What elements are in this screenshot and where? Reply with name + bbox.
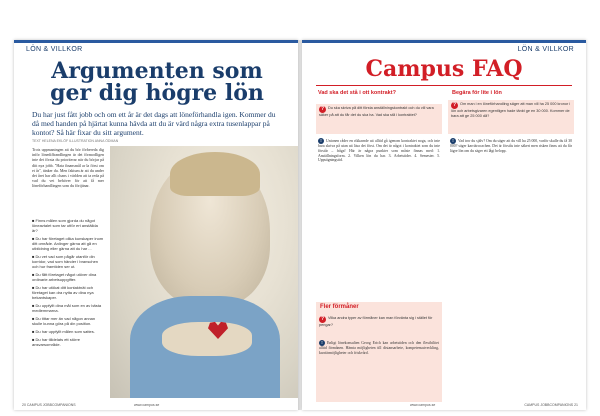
bullet-item: ■ Du uppfyllt dina mål som en av bästa medlemmarna.: [32, 303, 102, 313]
bullet-item: ■ Finns målen som gjorda du något löneavtalet som tar utför ert anställda är?: [32, 218, 98, 233]
section-label: LÖN & VILLKOR: [517, 46, 574, 53]
q2-question: ? Om man i en löneförhandling säger att man vill ha 25 000 kronor i lön och arbetsgivaren egentligen hade tänkt ge en 30 000. Kommer de bara att ge 25 000 då?: [451, 102, 571, 118]
body-text: Trots uppmaningen att du bör förbereda dig inför lönediffrandlingen är det förmodligen inte det första du prioriterar när du börjar på ditt nya jobb. "Hata finansmål ar la först om et år", tänker du. Men faktum är att du under det året har allt chans i världen att ta reda på vad du vet behöver för att få mer löneförhandlingen som du förtjänar.: [32, 147, 104, 189]
headline-line-2: ger dig högre lön: [50, 80, 264, 106]
answer-icon: !: [318, 138, 324, 144]
question-icon: ?: [452, 102, 457, 108]
q3-question: ? Vilka andra typer av förmåner kan man förvänta sig i stället för pengar?: [319, 316, 433, 327]
site-url: www.campus.se: [134, 403, 160, 407]
faq-title: Campus FAQ: [365, 56, 523, 82]
q1-answer: ! Unionen råder en rikkarnde att alltid gå igenom kontraktet noga, och inte bara skriva på utan att läsa det först. Om det är något i kontraktet som du inte förstår – fråga! Här är några punkter som måste finnas med: 1. Anställningsform. 2. Vilken lön du har. 3. Arbetstider. 4. Semester. 5. Uppsägningstid.: [318, 138, 440, 163]
page-number: 20 CAMPUS JOBBCOMPANIONS: [22, 403, 76, 407]
question-icon: ?: [320, 106, 325, 112]
q1-heading: Vad ska det stå i ott kontrakt?: [318, 90, 396, 96]
bullet-item: ■ Du har uppfyllt målen som sattes.: [32, 329, 95, 334]
q3-heading: Fler förmåner: [320, 304, 359, 310]
q1-question: ? Du ska skriva på ditt första anställningskontrakt och du vill vara säker på att du får det du ska ha. Vad ska stå i kontraktet?: [319, 106, 434, 117]
byline: TEXT HELENA EKLÖF ILLUSTRATION ANNA ÖDMAN: [32, 139, 119, 143]
q2-answer: ! Vad tror du själv? Om du säger att du vill ha 25 000, varför skulle du få 30 000? säger karriärcoachen. Det är förstås inte säkert men risken finns att du får lägre lön om du säger ett lågt belopp.: [450, 138, 572, 153]
left-page: [14, 40, 298, 410]
magazine-spread: [14, 40, 586, 410]
hair-shape: [170, 152, 260, 196]
bullet-item: ■ Du har företaget olika kunskaper inom ditt område. Anlinger gärna att gå en utbildning eller gärna att du har ...: [32, 236, 104, 251]
page-number: CAMPUS JOBBCOMPANIONS 21: [524, 403, 578, 407]
bullet-item: ■ Du har utökat ditt kontaktnät och företaget kan dra nytta av dina nya bekantskaper.: [32, 285, 94, 300]
answer-icon: !: [450, 138, 456, 144]
bullet-item: ■ Du vet vad som pågår utanför din korridor, vad som händer i branschen och hur framtiden ser ut.: [32, 254, 99, 269]
headline-line-1: Argumenten som: [51, 58, 263, 84]
section-label: LÖN & VILLKOR: [26, 46, 83, 53]
bullet-item: ■ Du tittar mer än vad någon annan skulle kunna göra på din position.: [32, 316, 96, 326]
divider: [316, 85, 572, 86]
bullet-list: [32, 218, 104, 350]
bullet-item: ■ Du fått företaget något utöver dina ordinarie arbetsuppgifter.: [32, 272, 97, 282]
lede-text: Du har just fått jobb och om ett år är det dags att löneförhandla igen. Kommer du då med handen på hjärtat kunna hävda att du är värd några extra tusenlappar på kontot? Så här fixar du sitt argument.: [32, 110, 276, 137]
q2-heading: Begära för lite i lön: [452, 90, 502, 96]
site-url: www.campus.se: [410, 403, 436, 407]
top-bar: [302, 40, 586, 43]
hand-shape: [162, 322, 252, 356]
question-icon: ?: [320, 316, 325, 322]
illustration-photo: [110, 146, 298, 398]
answer-icon: !: [319, 340, 325, 346]
bullet-item: ■ Du har tilldelats ett större ansvarsområde.: [32, 337, 80, 347]
top-bar: [14, 40, 298, 43]
page-title: [32, 60, 282, 104]
right-page: [302, 40, 586, 410]
q3-answer: ! Enligt lönekonsulten Georg Erich kan arbetstiden och den flexibilitet alltid förmånen. Hämta möjligheten till distansarbete, kompetensutveckling, karriärmöjligheter och friskvård.: [319, 340, 439, 355]
